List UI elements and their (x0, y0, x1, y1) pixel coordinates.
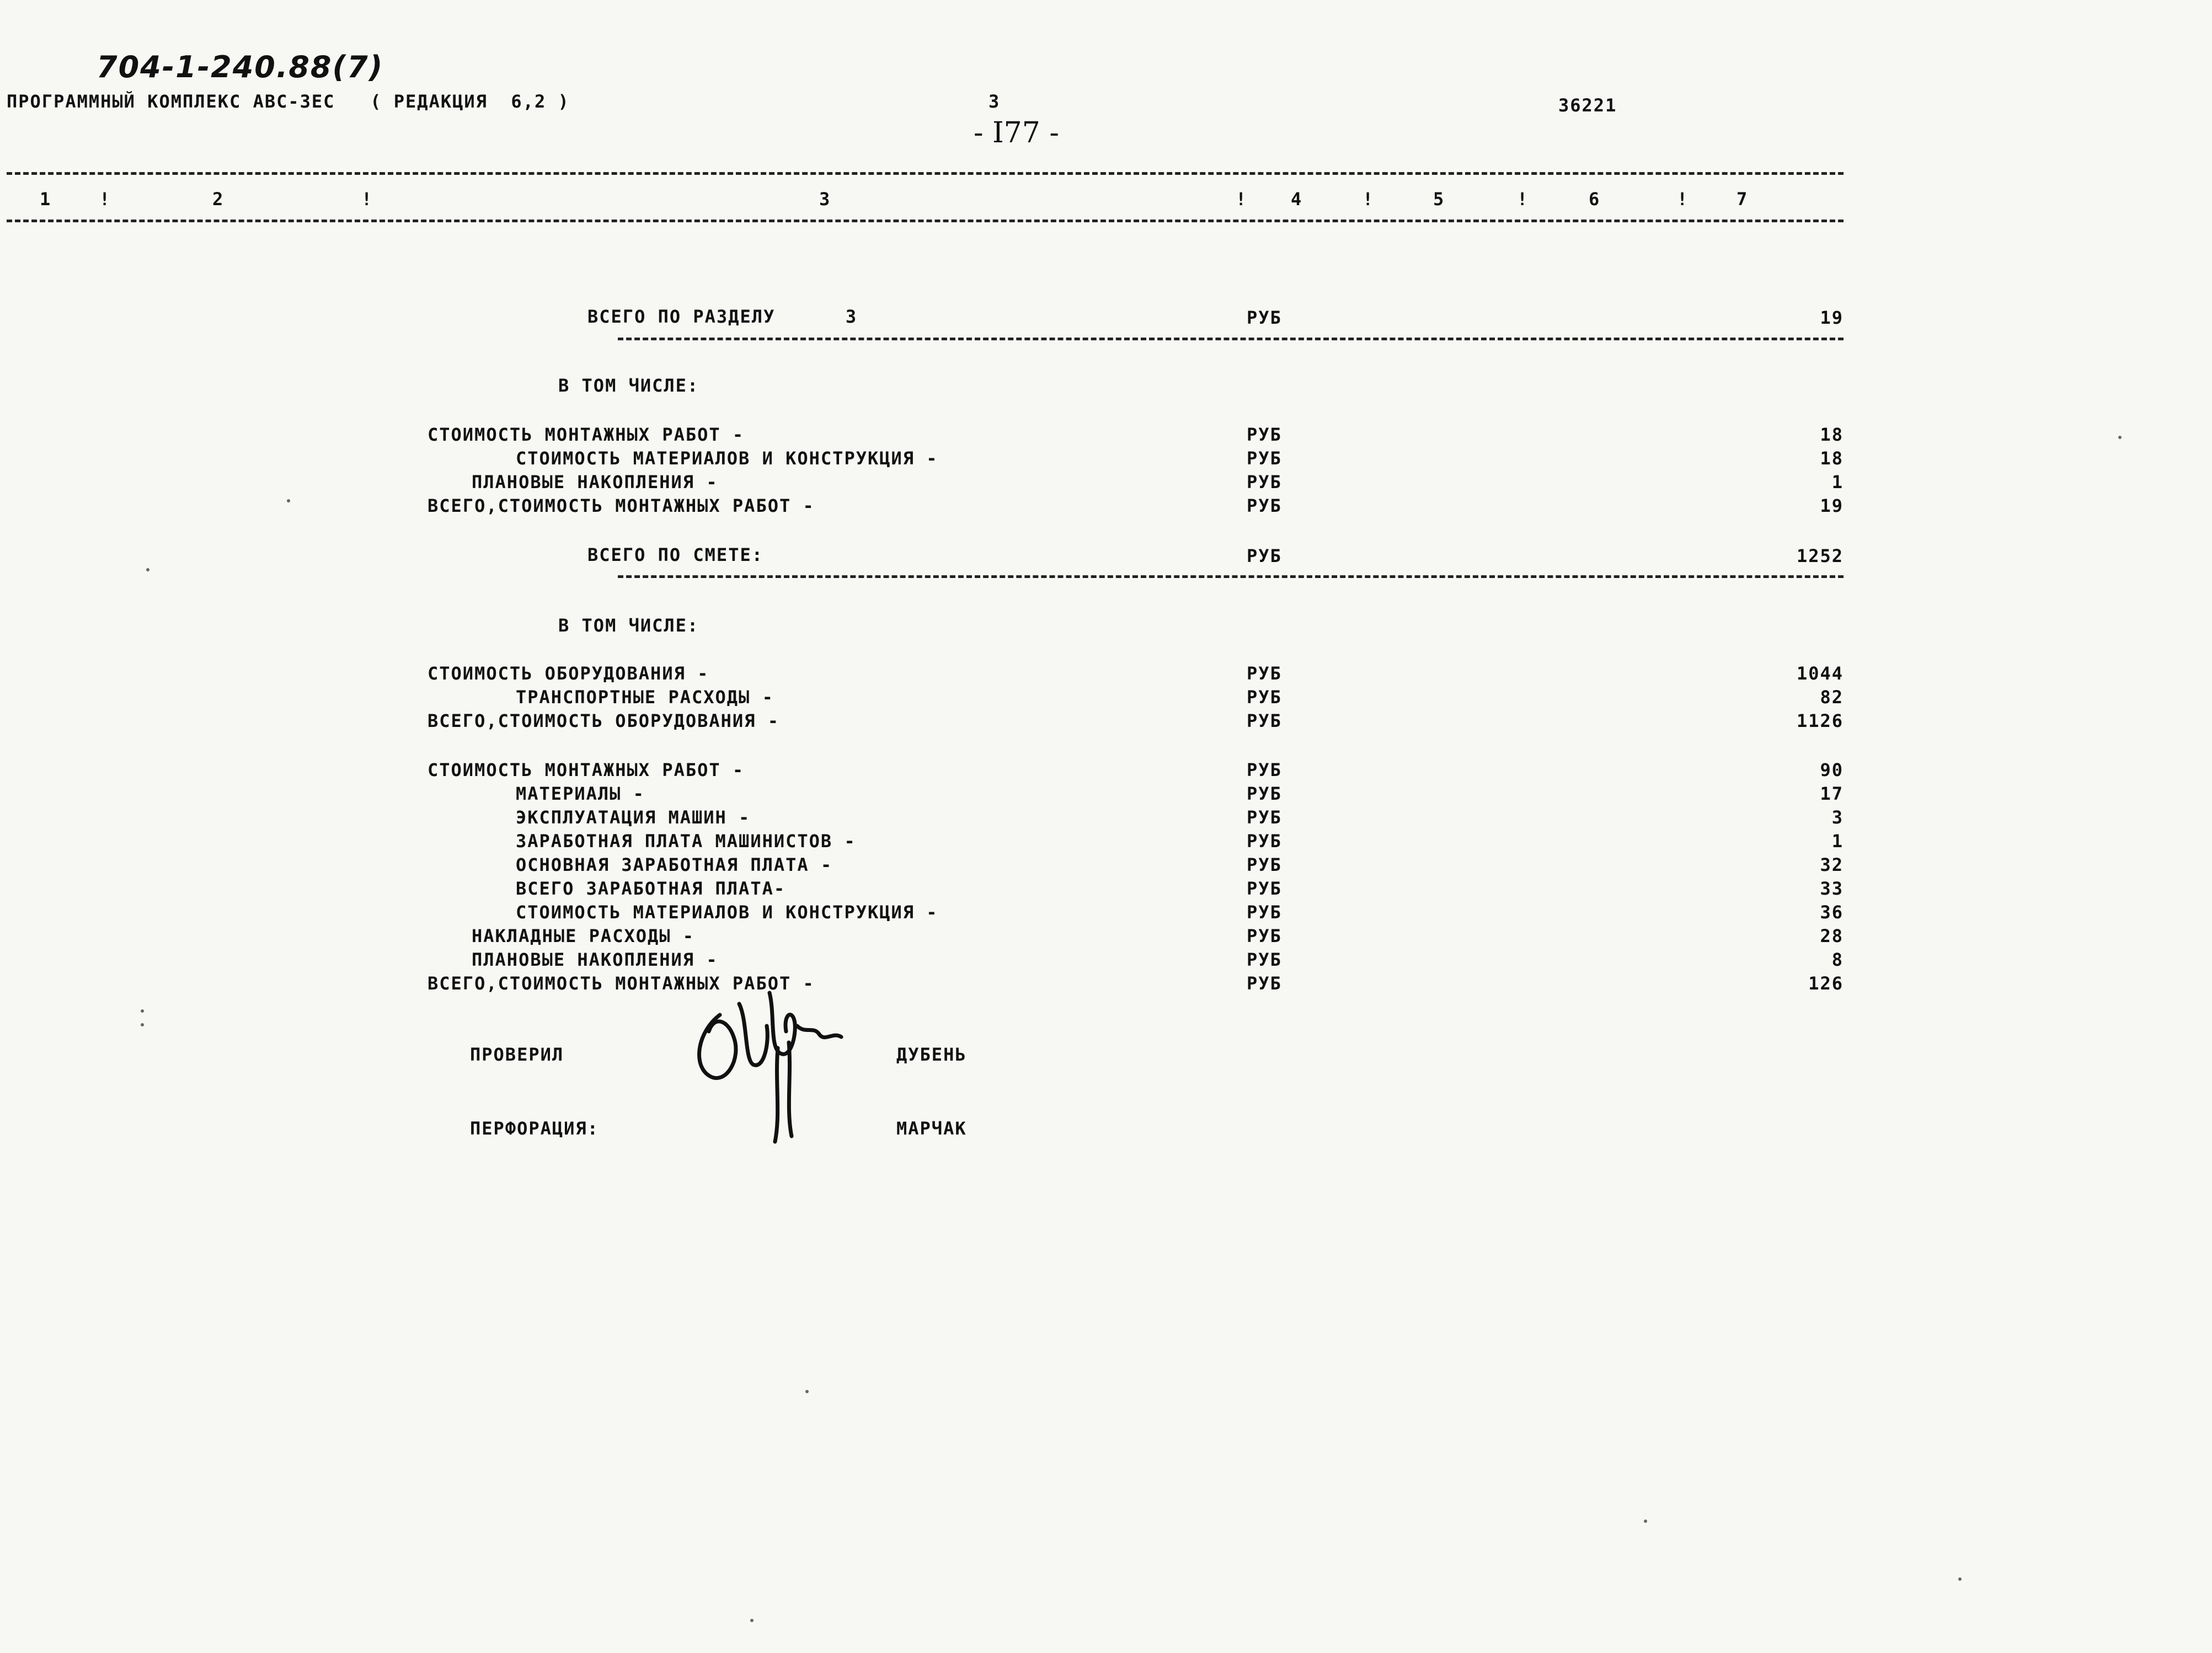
scan-speck (146, 568, 149, 571)
row-label: ТРАНСПОРТНЫЕ РАСХОДЫ - (516, 687, 774, 708)
row-label: ВСЕГО ЗАРАБОТНАЯ ПЛАТА- (516, 878, 786, 899)
row-value: 126 (1808, 973, 1844, 994)
scan-speck (750, 1619, 754, 1622)
row-label: ВСЕГО,СТОИМОСТЬ ОБОРУДОВАНИЯ - (428, 710, 779, 731)
row-value: 18 (1820, 448, 1844, 469)
row-value: 19 (1820, 495, 1844, 516)
unit-label: РУБ (1247, 495, 1282, 516)
column-number: 6 (1589, 189, 1601, 210)
row-value: 1126 (1796, 710, 1844, 731)
column-number: 3 (819, 189, 831, 210)
estimate-total-value: 1252 (1796, 545, 1844, 566)
row-value: 18 (1820, 424, 1844, 445)
including-heading: В ТОМ ЧИСЛЕ: (558, 375, 699, 396)
row-value: 36 (1820, 902, 1844, 923)
row-label: СТОИМОСТЬ ОБОРУДОВАНИЯ - (428, 663, 709, 684)
row-value: 33 (1820, 878, 1844, 899)
row-value: 1 (1831, 831, 1844, 852)
column-header-bottom-rule (7, 220, 1844, 222)
row-label: ВСЕГО,СТОИМОСТЬ МОНТАЖНЫХ РАБОТ - (428, 495, 815, 516)
estimate-total-label: ВСЕГО ПО СМЕТЕ: (587, 544, 763, 565)
unit-label: РУБ (1247, 307, 1282, 328)
section-total-value: 19 (1820, 307, 1844, 328)
unit-label: РУБ (1247, 831, 1282, 852)
column-number: 4 (1291, 189, 1303, 210)
column-header-top-rule (7, 172, 1844, 175)
unit-label: РУБ (1247, 854, 1282, 875)
row-label: ПЛАНОВЫЕ НАКОПЛЕНИЯ - (472, 472, 718, 493)
row-value: 28 (1820, 926, 1844, 946)
unit-label: РУБ (1247, 663, 1282, 684)
row-value: 3 (1831, 807, 1844, 828)
scan-speck (141, 1023, 144, 1026)
including-heading: В ТОМ ЧИСЛЕ: (558, 615, 699, 636)
row-label: ПЛАНОВЫЕ НАКОПЛЕНИЯ - (472, 949, 718, 970)
row-label: СТОИМОСТЬ МОНТАЖНЫХ РАБОТ - (428, 424, 745, 445)
column-number: 7 (1737, 189, 1749, 210)
estimate-total-rule (618, 575, 1844, 578)
unit-label: РУБ (1247, 949, 1282, 970)
row-label: СТОИМОСТЬ МАТЕРИАЛОВ И КОНСТРУКЦИЯ - (516, 902, 938, 923)
scan-speck (1644, 1520, 1647, 1523)
row-value: 32 (1820, 854, 1844, 875)
signature-image (687, 982, 847, 1147)
unit-label: РУБ (1247, 687, 1282, 708)
unit-label: РУБ (1247, 424, 1282, 445)
section-total-label: ВСЕГО ПО РАЗДЕЛУ 3 (587, 306, 858, 327)
column-number: 5 (1433, 189, 1445, 210)
row-value: 8 (1831, 949, 1844, 970)
row-label: НАКЛАДНЫЕ РАСХОДЫ - (472, 926, 695, 946)
scan-speck (805, 1390, 809, 1393)
row-label: ВСЕГО,СТОИМОСТЬ МОНТАЖНЫХ РАБОТ - (428, 973, 815, 994)
scan-speck (141, 1009, 144, 1013)
scan-speck (2118, 436, 2122, 439)
document-number: 36221 (1558, 95, 1617, 116)
unit-label: РУБ (1247, 545, 1282, 566)
column-number: 2 (212, 189, 225, 210)
unit-label: РУБ (1247, 448, 1282, 469)
row-value: 90 (1820, 759, 1844, 780)
perforation-name: МАРЧАК (896, 1118, 967, 1139)
row-value: 82 (1820, 687, 1844, 708)
unit-label: РУБ (1247, 472, 1282, 493)
row-label: ОСНОВНАЯ ЗАРАБОТНАЯ ПЛАТА - (516, 854, 833, 875)
program-line: ПРОГРАММНЫЙ КОМПЛЕКС АВС-3ЕС ( РЕДАКЦИЯ 6,2 ) (7, 91, 570, 112)
row-value: 1 (1831, 472, 1844, 493)
checked-by-label: ПРОВЕРИЛ (470, 1044, 564, 1065)
unit-label: РУБ (1247, 926, 1282, 946)
row-label: ЭКСПЛУАТАЦИЯ МАШИН - (516, 807, 751, 828)
unit-label: РУБ (1247, 973, 1282, 994)
checked-by-name: ДУБЕНЬ (896, 1044, 967, 1065)
row-value: 17 (1820, 783, 1844, 804)
section-total-rule (618, 338, 1844, 340)
unit-label: РУБ (1247, 759, 1282, 780)
row-label: ЗАРАБОТНАЯ ПЛАТА МАШИНИСТОВ - (516, 831, 856, 852)
row-value: 1044 (1796, 663, 1844, 684)
scan-speck (1958, 1577, 1962, 1581)
unit-label: РУБ (1247, 807, 1282, 828)
center-mark: 3 (989, 91, 1001, 112)
row-label: СТОИМОСТЬ МОНТАЖНЫХ РАБОТ - (428, 759, 745, 780)
perforation-label: ПЕРФОРАЦИЯ: (470, 1118, 599, 1139)
handwritten-code: 704-1-240.88(7) (97, 50, 384, 84)
page-number: - I77 - (974, 116, 1059, 149)
unit-label: РУБ (1247, 902, 1282, 923)
row-label: МАТЕРИАЛЫ - (516, 783, 645, 804)
column-number: 1 (40, 189, 52, 210)
unit-label: РУБ (1247, 783, 1282, 804)
unit-label: РУБ (1247, 710, 1282, 731)
row-label: СТОИМОСТЬ МАТЕРИАЛОВ И КОНСТРУКЦИЯ - (516, 448, 938, 469)
unit-label: РУБ (1247, 878, 1282, 899)
scan-speck (287, 499, 290, 502)
